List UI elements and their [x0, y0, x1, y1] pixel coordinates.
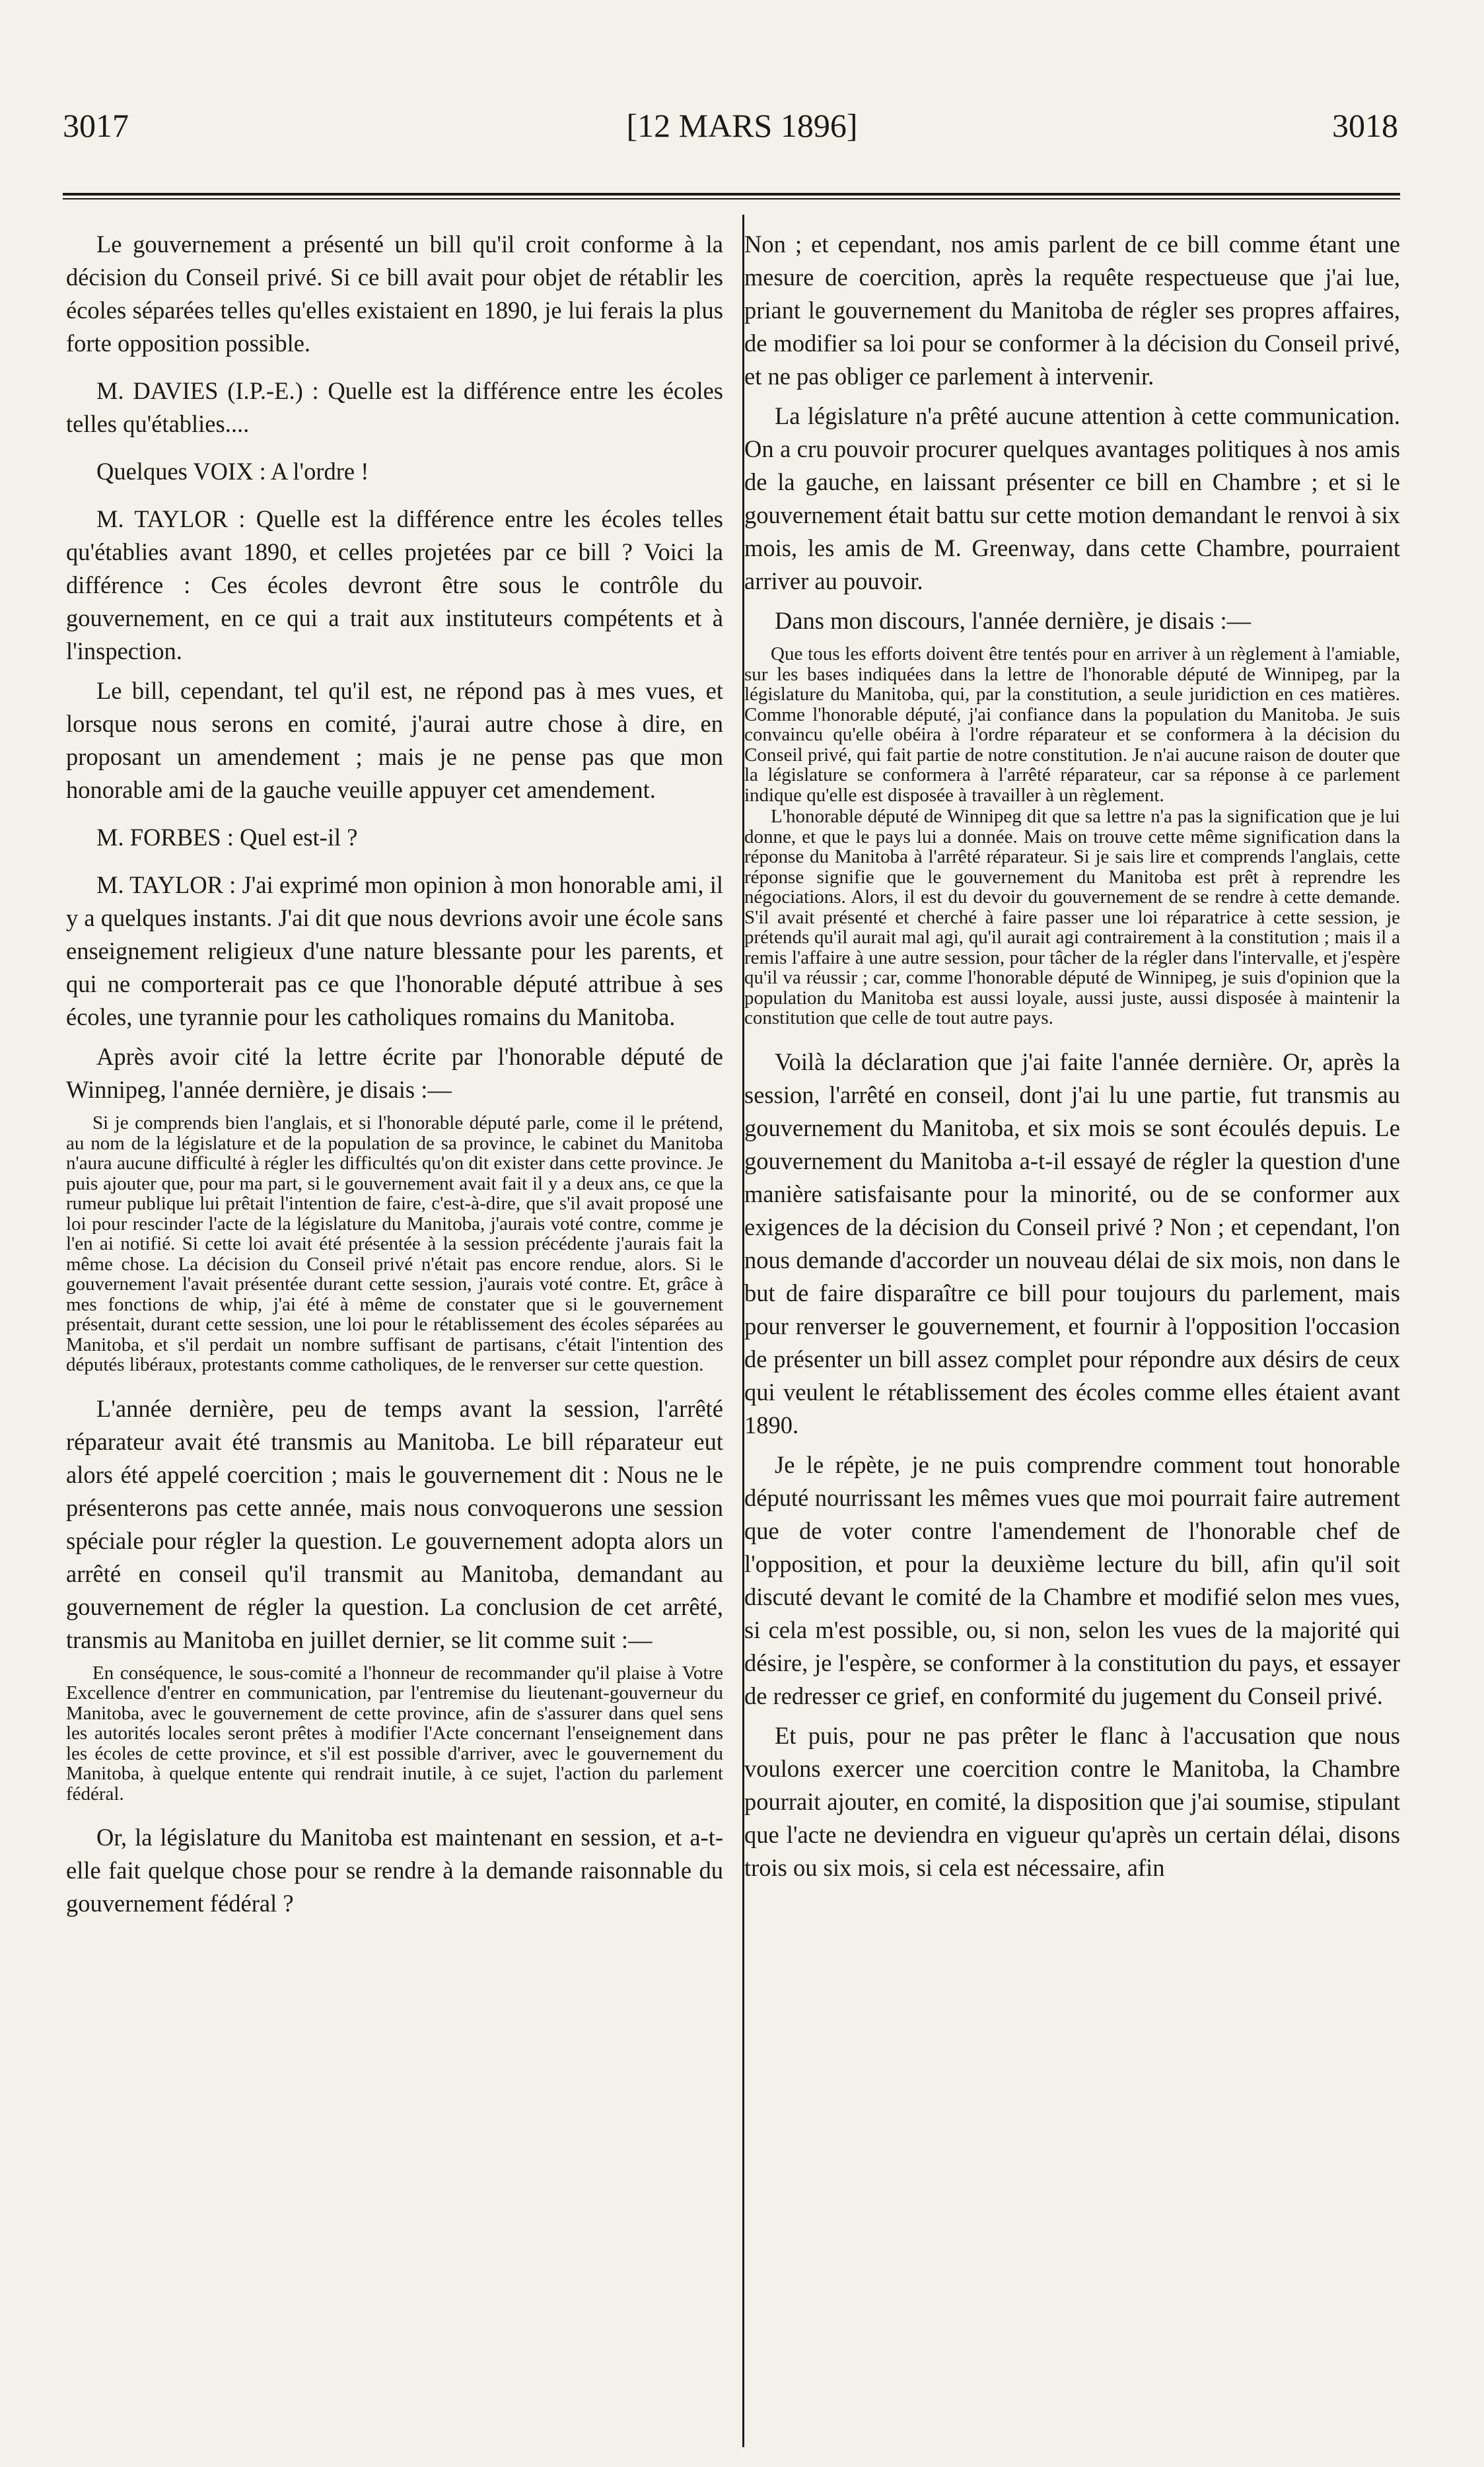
paragraph: Le gouvernement a présenté un bill qu'il croit conforme à la décision du Conseil privé. Si ce bill avait pour objet de rétablir les écoles séparées telles qu'elles existaient en 1890, je lui ferais la plus forte opposition possible. — [66, 231, 723, 357]
paragraph: Dans mon discours, l'année dernière, je disais :— — [775, 607, 1252, 634]
paragraph: Or, la législature du Manitoba est maintenant en session, et a-t-elle fait quelque chose pour se rendre à la demande raisonnable du gouvernement fédéral ? — [66, 1824, 723, 1917]
paragraph: M. TAYLOR : Quelle est la différence entre les écoles telles qu'établies avant 1890, et celles projetées par ce bill ? Voici la différence : Ces écoles devront être sous le contrôle du gouvernement, en ce qui a trait aux instituteurs compétents et à l'inspection. — [66, 505, 723, 664]
header-rule-thin — [63, 198, 1400, 199]
paragraph: Le bill, cependant, tel qu'il est, ne répond pas à mes vues, et lorsque nous serons en comité, j'aurai autre chose à dire, en proposant un amendement ; mais je ne pense pas que mon honorable ami de la gauche veuille appuyer cet amendement. — [66, 677, 723, 803]
paragraph: M. TAYLOR : J'ai exprimé mon opinion à mon honorable ami, il y a quelques instants. J'ai dit que nous devrions avoir une école sans enseignement religieux d'une nature blessante pour les parents, et qui ne comporterait pas ce que l'honorable député attribue à ses écoles, une tyrannie pour les catholiques romains du Manitoba. — [66, 871, 723, 1030]
paragraph: Voilà la déclaration que j'ai faite l'année dernière. Or, après la session, l'arrêté en conseil, dont j'ai lu une partie, fut transmis au gouvernement du Manitoba, et six mois se sont écoulés depuis. Le gouvernement du Manitoba a-t-il essayé de régler la question d'une manière satisfaisante pour la minorité, ou de se conformer aux exigences de la décision du Conseil privé ? Non ; et cependant, l'on nous demande d'accorder un nouveau délai de six mois, non dans le but de faire disparaître ce bill pour toujours du parlement, mais pour renverser le gouvernement, et fournir à l'opposition l'occasion de présenter un bill assez complet pour répondre aux désirs de ceux qui veulent le rétablissement des écoles comme elles étaient avant 1890. — [744, 1048, 1400, 1439]
header-rule-thick — [63, 193, 1400, 196]
right-column — [744, 228, 1400, 2454]
page-number-left: 3017 — [63, 107, 129, 144]
page-date: [12 MARS 1896] — [626, 107, 858, 144]
quoted-paragraph: L'honorable député de Winnipeg dit que sa lettre n'a pas la signification que je lui donne, et que le pays lui a donnée. Mais on trouve cette même signification dans la réponse du Manitoba à l'arrêté réparateur. Si je sais lire et comprends l'anglais, cette réponse signifie que le gouvernement du Manitoba est prêt à reprendre les négociations. Alors, il est du devoir du gouvernement de se rendre à cette demande. S'il avait présenté et cherché à faire passer une loi réparatrice à cette session, je prétends qu'il aurait mal agi, qu'il aurait agi contrairement à la constitution ; mais il a remis l'affaire à une autre session, pour tâcher de la régler dans l'intervalle, et j'espère qu'il va réussir ; car, comme l'honorable député de Winnipeg, je suis d'opinion que la population du Manitoba est aussi loyale, aussi juste, aussi disposée à maintenir la constitution que celle de tout autre pays. — [744, 806, 1400, 1028]
paragraph: Non ; et cependant, nos amis parlent de ce bill comme étant une mesure de coercition, après la requête respectueuse que j'ai lue, priant le gouvernement du Manitoba de régler ses propres affaires, de modifier sa loi pour se conformer à la décision du Conseil privé, et ne pas obliger ce parlement à intervenir. — [744, 231, 1400, 390]
paragraph: Quelques VOIX : A l'ordre ! — [96, 458, 369, 485]
quoted-paragraph: Que tous les efforts doivent être tentés pour en arriver à un règlement à l'amiable, sur les bases indiquées dans la lettre de l'honorable député de Winnipeg, par la législature du Manitoba, qui, par la constitution, a seule juridiction en ces matières. Comme l'honorable député, j'ai confiance dans la population du Manitoba. Je suis convaincu qu'elle obéira à l'ordre réparateur et se conformera à la décision du Conseil privé, qui fait partie de notre constitution. Je n'ai aucune raison de douter que la législature se conformera à l'arrêté réparateur, car sa réponse à ce parlement indique qu'elle est disposée à travailler à un règlement. — [744, 643, 1400, 806]
paragraph: Après avoir cité la lettre écrite par l'honorable député de Winnipeg, l'année dernière, je disais :— — [66, 1043, 723, 1103]
paragraph: La législature n'a prêté aucune attention à cette communication. On a cru pouvoir procurer quelques avantages politiques à nos amis de la gauche, en laissant présenter ce bill en Chambre ; et si le gouvernement était battu sur cette motion demandant le renvoi à six mois, les amis de M. Greenway, dans cette Chambre, pourraient arriver au pouvoir. — [744, 402, 1400, 594]
quoted-paragraph: En conséquence, le sous-comité a l'honneur de recommander qu'il plaise à Votre Excellence d'entrer en communication, par l'entremise du lieutenant-gouverneur du Manitoba, avec le gouvernement de cette province, afin de s'assurer dans quel sens les autorités locales seront prêtes à modifier l'Acte concernant l'enseignement dans les écoles de cette province, et s'il est possible d'arriver, avec le gouvernement du Manitoba, à quelque entente qui rendrait inutile, à ce sujet, l'action du parlement fédéral. — [66, 1662, 723, 1805]
left-column — [66, 228, 723, 2454]
paragraph: L'année dernière, peu de temps avant la session, l'arrêté réparateur avait été transmis au Manitoba. Le bill réparateur eut alors été appelé coercition ; mais le gouvernement dit : Nous ne le présenterons pas cette année, mais nous convoquerons une session spéciale pour régler la question. Le gouvernement adopta alors un arrêté en conseil qu'il transmit au Manitoba, demandant au gouvernement de régler la question. La conclusion de cet arrêté, transmis au Manitoba en juillet dernier, se lit comme suit :— — [66, 1394, 723, 1653]
paragraph: M. FORBES : Quel est-il ? — [96, 824, 358, 851]
paragraph: M. DAVIES (I.P.-E.) : Quelle est la différence entre les écoles telles qu'établies.... — [66, 377, 723, 437]
paragraph: Et puis, pour ne pas prêter le flanc à l'accusation que nous voulons exercer une coercition contre le Manitoba, la Chambre pourrait ajouter, en comité, la disposition que j'ai soumise, stipulant que l'acte ne deviendra en vigueur qu'après un certain délai, disons trois ou six mois, si cela est nécessaire, afin — [744, 1721, 1400, 1881]
quoted-paragraph: Si je comprends bien l'anglais, et si l'honorable député parle, come il le prétend, au nom de la législature et de la population de sa province, le cabinet du Manitoba n'aura aucune difficulté à régler les difficultés qu'on dit exister dans cette province. Je puis ajouter que, pour ma part, si le gouvernement avait fait il y a deux ans, ce que la rumeur publique lui prêtait l'intention de faire, c'est-à-dire, que s'il avait proposé une loi pour rescinder l'acte de la législature du Manitoba, j'aurais voté contre, comme je l'en ai notifié. Si cette loi avait été présentée à la session précédente j'aurais fait la même chose. La décision du Conseil privé n'était pas encore rendue, alors. Si le gouvernement l'avait présentée durant cette session, j'aurais voté contre. Et, grâce à mes fonctions de whip, j'ai été à même de constater que si le gouvernement présentait, durant cette session, une loi pour le rétablissement des écoles séparées au Manitoba, et s'il perdait un nombre suffisant de partisans, c'était l'intention des députés libéraux, protestants comme catholiques, de le renverser sur cette question. — [66, 1112, 723, 1375]
page-number-right: 3018 — [1332, 107, 1398, 144]
paragraph: Je le répète, je ne puis comprendre comment tout honorable député nourrissant les mêmes vues que moi pourrait faire autrement que de voter contre l'amendement de l'honorable chef de l'opposition, et pour la deuxième lecture du bill, afin qu'il soit discuté devant le comité de la Chambre et modifié selon mes vues, si cela m'est possible, ou, si non, selon les vues de la majorité qui désire, je l'espère, se conformer à la constitution du pays, et essayer de redresser ce grief, en conformité du jugement du Conseil privé. — [744, 1450, 1400, 1709]
